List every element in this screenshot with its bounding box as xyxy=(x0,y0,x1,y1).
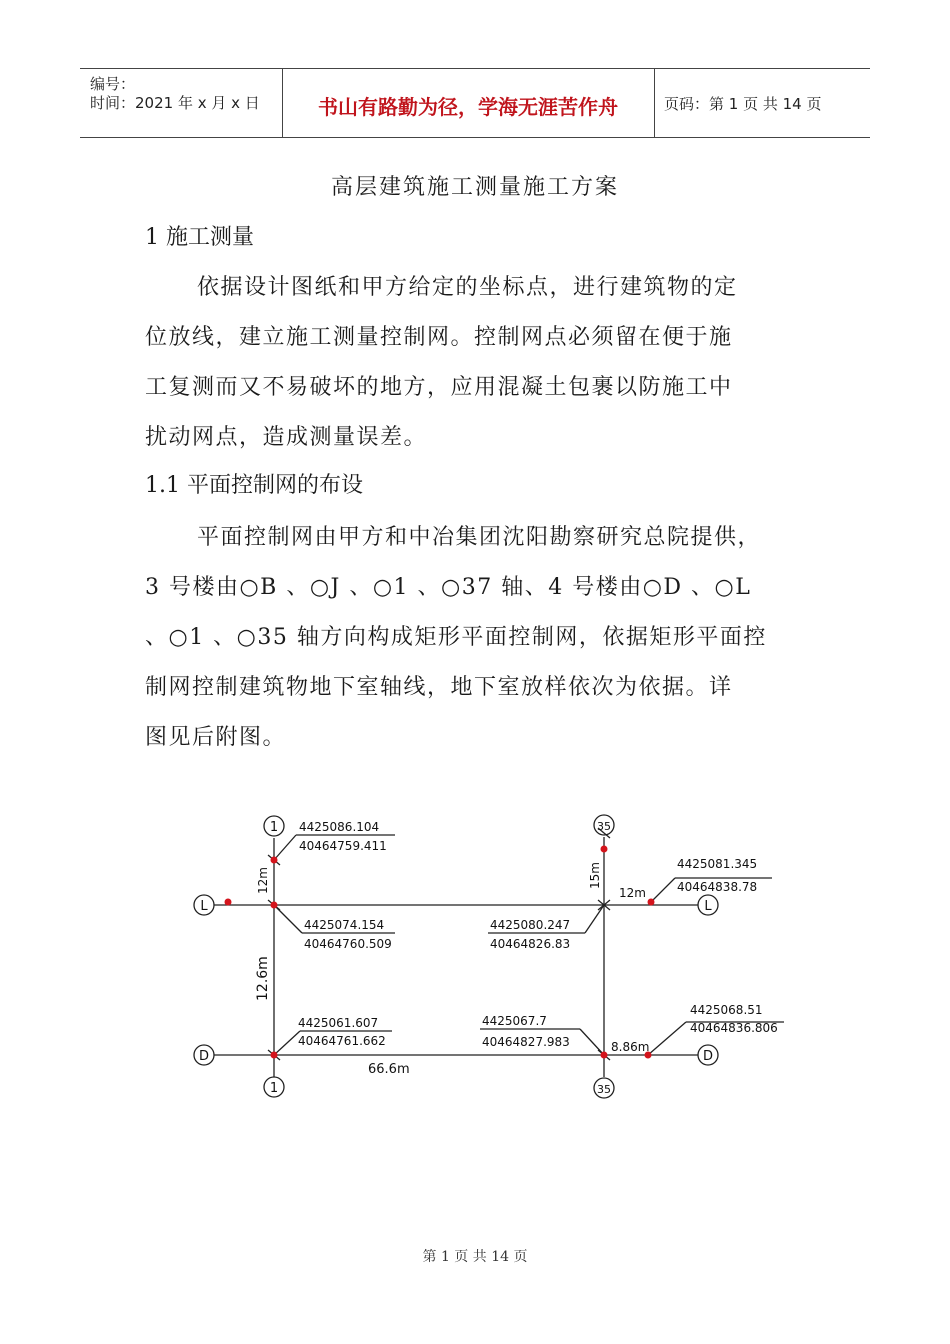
section-1-line: 扰动网点，造成测量误差。 xyxy=(145,425,428,450)
section-1-1-line: 3 号楼由○B 、○J 、○1 、○37 轴、4 号楼由○D 、○L xyxy=(145,575,752,600)
section-1-1-heading: 1.1 平面控制网的布设 xyxy=(145,473,363,498)
dim-right-L-offset: 12m xyxy=(619,886,646,900)
header-table xyxy=(80,68,870,138)
coord-p1-D-e: 40464761.662 xyxy=(298,1034,386,1048)
axis-1-top-label: 1 xyxy=(269,820,279,835)
survey-point xyxy=(271,902,278,909)
axis-35-bottom-label: 35 xyxy=(597,1083,611,1096)
coord-p1-L-n: 4425074.154 xyxy=(304,918,385,932)
control-network-diagram xyxy=(170,805,790,1115)
dim-top-right-vertical: 15m xyxy=(588,862,602,889)
section-1-1-line: 制网控制建筑物地下室轴线，地下室放样依次为依据。详 xyxy=(145,675,733,700)
coord-pL-right-n: 4425081.345 xyxy=(677,857,758,871)
survey-point xyxy=(225,899,232,906)
coord-p1-top-e: 40464759.411 xyxy=(299,839,387,853)
section-1-line: 依据设计图纸和甲方给定的坐标点，进行建筑物的定 xyxy=(197,275,738,300)
survey-point xyxy=(601,846,608,853)
coord-pD-right-e: 40464836.806 xyxy=(690,1021,778,1035)
coord-pL-right-e: 40464838.78 xyxy=(677,880,758,894)
axis-35-top-label: 35 xyxy=(597,820,611,833)
coord-p1-D-n: 4425061.607 xyxy=(298,1016,379,1030)
coord-p35-D-e: 40464827.983 xyxy=(482,1035,570,1049)
section-1-line: 位放线，建立施工测量控制网。控制网点必须留在便于施 xyxy=(145,325,733,350)
survey-point xyxy=(271,857,278,864)
header-motto-cell xyxy=(282,69,655,137)
header-page-cell xyxy=(654,69,870,137)
axis-L-right-label: L xyxy=(704,899,712,914)
section-1-1-line: 图见后附图。 xyxy=(145,725,287,750)
coord-p35-D-n: 4425067.7 xyxy=(482,1014,547,1028)
motto-text: 书山有路勤为径，学海无涯苦作舟 xyxy=(318,95,618,119)
dim-top-left-vertical: 12m xyxy=(256,867,270,894)
axis-1-bottom-label: 1 xyxy=(269,1081,279,1096)
coord-p35-L-e: 40464826.83 xyxy=(490,937,571,951)
page-info: 页码：第 1 页 共 14 页 xyxy=(664,95,822,113)
coord-p35-L-n: 4425080.247 xyxy=(490,918,571,932)
dim-right-D-offset: 8.86m xyxy=(611,1040,650,1054)
document-title: 高层建筑施工测量施工方案 xyxy=(330,175,619,200)
number-label: 编号： xyxy=(90,75,136,93)
coord-pD-right-n: 4425068.51 xyxy=(690,1003,763,1017)
coord-p1-top-n: 4425086.104 xyxy=(299,820,380,834)
survey-point xyxy=(271,1052,278,1059)
dim-left-vertical: 12.6m xyxy=(255,956,271,1001)
date-label: 时间：2021 年 x 月 x 日 xyxy=(90,94,260,112)
axis-L-left-label: L xyxy=(200,899,208,914)
axis-D-right-label: D xyxy=(702,1049,714,1064)
dim-bottom-horizontal: 66.6m xyxy=(368,1062,410,1077)
coord-p1-L-e: 40464760.509 xyxy=(304,937,392,951)
axis-D-left-label: D xyxy=(198,1049,210,1064)
section-1-line: 工复测而又不易破坏的地方，应用混凝土包裹以防施工中 xyxy=(145,375,733,400)
section-1-heading: 1 施工测量 xyxy=(145,225,254,250)
survey-point xyxy=(648,899,655,906)
section-1-1-line: 平面控制网由甲方和中冶集团沈阳勘察研究总院提供， xyxy=(197,525,762,550)
survey-point xyxy=(601,1052,608,1059)
header-info-cell xyxy=(80,69,283,137)
section-1-1-line: 、○1 、○35 轴方向构成矩形平面控制网，依据矩形平面控 xyxy=(145,625,767,650)
page-footer: 第 1 页 共 14 页 xyxy=(422,1249,528,1265)
